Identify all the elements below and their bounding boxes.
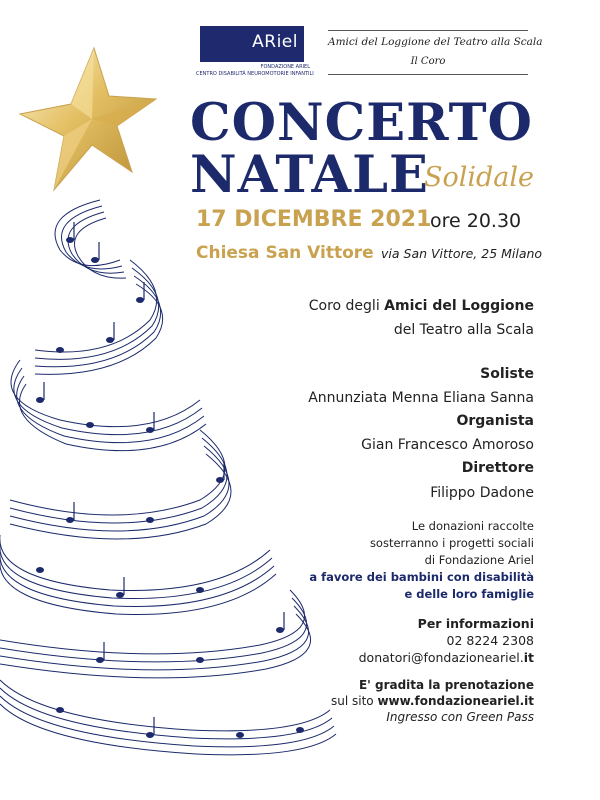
director-name: Filippo Dadone	[430, 485, 534, 501]
event-date: 17 DICEMBRE 2021	[196, 207, 432, 232]
title-concerto: CONCERTO	[190, 93, 533, 153]
donation-line1: Le donazioni raccolte	[411, 519, 534, 533]
choir-prefix: Coro degli	[308, 298, 385, 314]
choir-line1	[309, 298, 534, 314]
booking-site-prefix: sul sito	[330, 694, 378, 708]
booking-label: E' gradita la prenotazione	[358, 678, 534, 692]
christmas-star-icon	[14, 44, 160, 194]
title-solidale: Solidale	[424, 162, 535, 193]
loggione-logo-subtitle: Il Coro	[410, 56, 446, 67]
amici-del-loggione-logo	[328, 24, 543, 82]
email-suffix: it	[523, 650, 534, 665]
donation-line5: e delle loro famiglie	[404, 587, 534, 601]
event-address: via San Vittore, 25 Milano	[381, 246, 543, 261]
info-email[interactable]	[359, 650, 534, 665]
donation-line2: sosterranno i progetti sociali	[369, 536, 534, 550]
ariel-logo-tagline: CENTRO DISABILITÀ NEUROMOTORIE INFANTILI	[196, 71, 314, 77]
info-phone[interactable]: 02 8224 2308	[446, 633, 534, 648]
ariel-logo-subtitle: FONDAZIONE ARIEL	[260, 64, 310, 70]
director-label: Direttore	[461, 460, 534, 476]
organist-name: Gian Francesco Amoroso	[361, 437, 534, 453]
ariel-logo-text: ARiel	[252, 32, 298, 52]
booking-site-line	[331, 694, 534, 708]
event-venue: Chiesa San Vittore	[196, 243, 374, 263]
ariel-logo-box	[200, 26, 304, 62]
event-time: ore 20.30	[430, 210, 522, 232]
logo-rule-bottom	[328, 74, 528, 75]
music-staff-tree	[0, 190, 340, 790]
title-natale: NATALE	[190, 145, 429, 205]
choir-name: Amici del Loggione	[384, 298, 534, 314]
logo-rule-top	[328, 30, 528, 31]
donation-line4: a favore dei bambini con disabilità	[309, 570, 534, 584]
booking-site-link[interactable]: www.fondazioneariel.it	[377, 694, 534, 708]
info-label: Per informazioni	[417, 616, 534, 631]
loggione-logo-text: Amici del Loggione del Teatro alla Scala	[328, 36, 543, 48]
booking-note: Ingresso con Green Pass	[386, 710, 534, 724]
organist-label: Organista	[456, 413, 534, 429]
soloists-label: Soliste	[480, 366, 534, 382]
choir-line2: del Teatro alla Scala	[393, 322, 534, 338]
email-prefix: donatori@fondazioneariel.	[358, 650, 524, 665]
soloists-names: Annunziata Menna Eliana Sanna	[308, 390, 534, 406]
donation-line3: di Fondazione Ariel	[424, 553, 534, 567]
fondazione-ariel-logo	[196, 24, 314, 80]
